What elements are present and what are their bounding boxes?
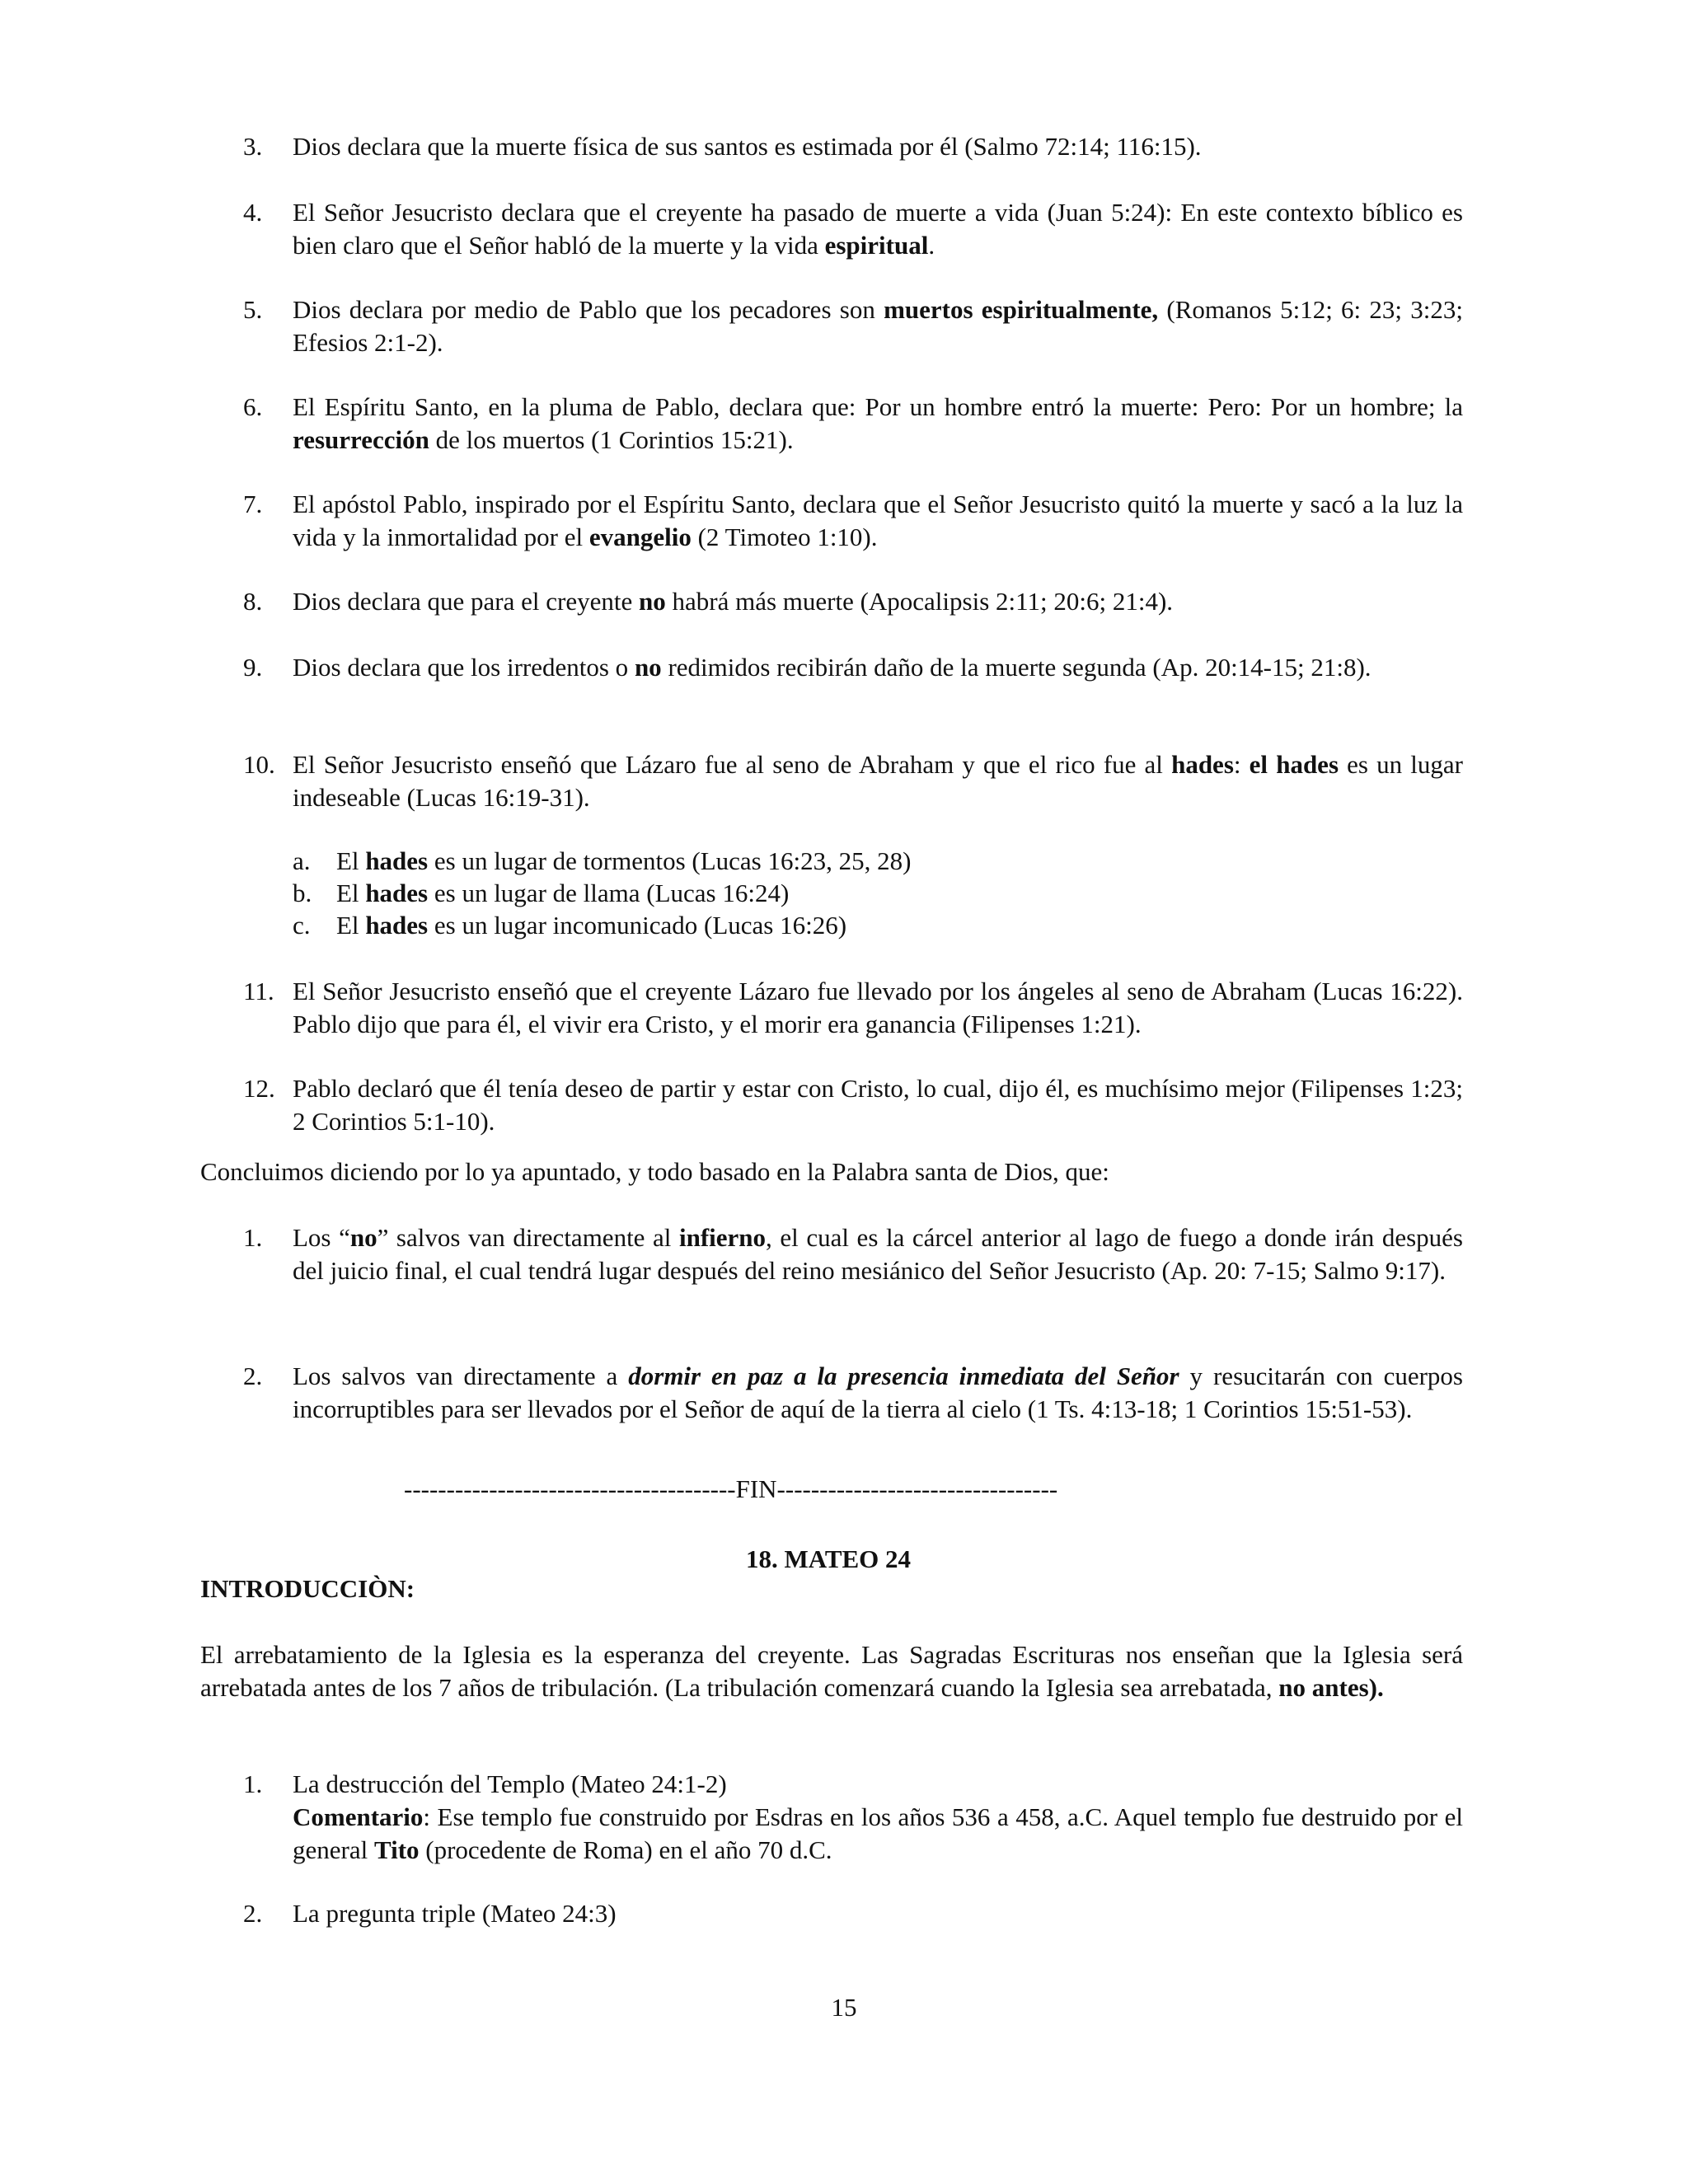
emphasis-text: el hades xyxy=(1249,750,1339,779)
emphasis-text: espiritual xyxy=(824,231,929,260)
list-number: a. xyxy=(293,846,311,875)
text-run: es un lugar de tormentos (Lucas 16:23, 25, 28) xyxy=(428,846,912,875)
list-item-text xyxy=(293,585,1463,618)
list-item-text xyxy=(293,488,1463,554)
text-run: El Señor Jesucristo declara que el creyente ha pasado de muerte a vida (Juan 5:24): En este contexto bíblico es bien claro que el Señor habló de la muerte y la vida xyxy=(293,198,1463,260)
text-run: (Romanos 5:12; 6: 23; 3:23; Efesios 2:1-2). xyxy=(293,295,1463,357)
text-run: El xyxy=(336,911,366,940)
text-run: . xyxy=(928,231,935,260)
list-item xyxy=(243,196,1463,262)
text-run: El arrebatamiento de la Iglesia es la esperanza del creyente. Las Sagradas Escrituras nos enseñan que la Iglesia será arrebatada antes de los 7 años de tribulación. (La tribulación comenzará cuando la Iglesia sea arrebatada, xyxy=(200,1640,1463,1702)
list-item-text xyxy=(293,1768,1463,1867)
text-run: es un lugar de llama (Lucas 16:24) xyxy=(428,879,790,907)
emphasis-text: muertos espiritualmente, xyxy=(884,295,1159,324)
text-run: El xyxy=(336,846,366,875)
emphasis-text: no xyxy=(638,587,666,616)
text-run: Dios declara que para el creyente xyxy=(293,587,639,616)
list-item-text xyxy=(293,1221,1463,1287)
list-number: 5. xyxy=(243,295,263,324)
emphasis-text: hades xyxy=(365,846,429,875)
list-number: 1. xyxy=(243,1769,263,1798)
list-item-text xyxy=(336,877,1463,910)
page-number: 15 xyxy=(831,1993,857,2022)
item-comment xyxy=(293,1801,1463,1867)
list-item xyxy=(243,293,1463,359)
list-item-text xyxy=(336,845,1463,878)
sublist-item xyxy=(293,909,1463,942)
list-number: 9. xyxy=(243,653,263,682)
list-item-text xyxy=(293,391,1463,457)
list-number: 11. xyxy=(243,977,274,1005)
intro-heading: INTRODUCCIÒN: xyxy=(200,1574,415,1603)
emphasis-text: hades xyxy=(365,911,429,940)
text-run: : xyxy=(1233,750,1250,779)
mateo-item xyxy=(243,1768,1463,1867)
list-number: 10. xyxy=(243,750,275,779)
conclusion-item xyxy=(243,1360,1463,1426)
emphasis-text: Comentario xyxy=(293,1802,424,1831)
conclusion-item xyxy=(243,1221,1463,1287)
emphasis-text: dormir en paz a la presencia inmediata del Señor xyxy=(628,1361,1179,1390)
list-item xyxy=(243,585,1463,618)
text-run: : Ese templo fue construido por Esdras en los años 536 a 458, a.C. Aquel templo fue destruido por el general xyxy=(293,1802,1463,1864)
emphasis-text: infierno xyxy=(678,1223,767,1252)
item-title: La pregunta triple (Mateo 24:3) xyxy=(293,1899,617,1928)
text-run: redimidos recibirán daño de la muerte segunda (Ap. 20:14-15; 21:8). xyxy=(661,653,1372,682)
text-run: El apóstol Pablo, inspirado por el Espíritu Santo, declara que el Señor Jesucristo quitó la muerte y sacó a la luz la vida y la inmortalidad por el xyxy=(293,490,1463,551)
list-item xyxy=(243,391,1463,457)
list-number: 6. xyxy=(243,392,263,421)
conclusion-intro: Concluimos diciendo por lo ya apuntado, y todo basado en la Palabra santa de Dios, que: xyxy=(200,1157,1109,1186)
list-number: 2. xyxy=(243,1361,263,1390)
text-run: El Espíritu Santo, en la pluma de Pablo, declara que: Por un hombre entró la muerte: Pero: Por un hombre; la xyxy=(293,392,1463,421)
text-run: de los muertos (1 Corintios 15:21). xyxy=(429,425,794,454)
list-item xyxy=(243,748,1463,814)
emphasis-text: resurrección xyxy=(293,425,429,454)
emphasis-text: no xyxy=(634,653,662,682)
text-run: El Señor Jesucristo enseñó que el creyente Lázaro fue llevado por los ángeles al seno de Abraham (Lucas 16:22). Pablo dijo que para él, el vivir era Cristo, y el morir era ganancia (Filipenses 1:21). xyxy=(293,977,1463,1038)
text-run: es un lugar indeseable (Lucas 16:19-31). xyxy=(293,750,1463,812)
text-run: (2 Timoteo 1:10). xyxy=(691,523,878,551)
list-item-text xyxy=(293,1360,1463,1426)
list-item xyxy=(243,488,1463,554)
text-run: Dios declara por medio de Pablo que los pecadores son xyxy=(293,295,884,324)
intro-paragraph xyxy=(200,1638,1463,1704)
list-item-text xyxy=(336,909,1463,942)
text-run: habrá más muerte (Apocalipsis 2:11; 20:6; 21:4). xyxy=(665,587,1174,616)
list-number: 7. xyxy=(243,490,263,518)
emphasis-text: no xyxy=(349,1223,377,1252)
list-item-text xyxy=(293,293,1463,359)
text-run: Pablo declaró que él tenía deseo de partir y estar con Cristo, lo cual, dijo él, es muchísimo mejor (Filipenses 1:23; 2 Corintios 5:1-10). xyxy=(293,1074,1463,1136)
text-run: Dios declara que la muerte física de sus santos es estimada por él (Salmo 72:14; 116:15). xyxy=(293,132,1202,161)
text-run: Dios declara que los irredentos o xyxy=(293,653,635,682)
list-item xyxy=(243,1072,1463,1138)
list-item-text xyxy=(293,1897,1463,1930)
list-item-text xyxy=(293,1072,1463,1138)
text-run: Los “ xyxy=(293,1223,350,1252)
text-run: , el cual es la cárcel anterior al lago de fuego a donde irán después del juicio final, el cual tendrá lugar después del reino mesiánico del Señor Jesucristo (Ap. 20: 7-15; Salmo 9:17). xyxy=(293,1223,1463,1285)
list-number: 12. xyxy=(243,1074,275,1103)
list-item xyxy=(243,130,1463,163)
list-item-text xyxy=(293,748,1463,814)
text-run: ” salvos van directamente al xyxy=(377,1223,679,1252)
emphasis-text: evangelio xyxy=(588,523,692,551)
list-item-text xyxy=(293,196,1463,262)
list-number: 2. xyxy=(243,1899,263,1928)
list-item xyxy=(243,975,1463,1041)
emphasis-text: hades xyxy=(365,879,429,907)
text-run: (procedente de Roma) en el año 70 d.C. xyxy=(419,1835,832,1864)
list-number: 1. xyxy=(243,1223,263,1252)
text-run: Los salvos van directamente a xyxy=(293,1361,629,1390)
item-title: La destrucción del Templo (Mateo 24:1-2) xyxy=(293,1769,727,1798)
text-run: El xyxy=(336,879,366,907)
fin-separator: ---------------------------------------FIN--------------------------------- xyxy=(404,1474,1058,1503)
mateo-item xyxy=(243,1897,1463,1930)
text-run: El Señor Jesucristo enseñó que Lázaro fue al seno de Abraham y que el rico fue al xyxy=(293,750,1172,779)
chapter-title: 18. MATEO 24 xyxy=(745,1544,912,1573)
list-number: 8. xyxy=(243,587,263,616)
emphasis-text: hades xyxy=(1171,750,1234,779)
list-number: 3. xyxy=(243,132,263,161)
sublist-item xyxy=(293,877,1463,910)
list-number: b. xyxy=(293,879,312,907)
list-number: 4. xyxy=(243,198,263,227)
list-item-text xyxy=(293,130,1463,163)
list-number: c. xyxy=(293,911,311,940)
list-item-text xyxy=(293,651,1463,684)
emphasis-text: no antes). xyxy=(1278,1673,1384,1702)
text-run: y resucitarán con cuerpos incorruptibles para ser llevados por el Señor de aquí de la tierra al cielo (1 Ts. 4:13-18; 1 Corintios 15:51-53). xyxy=(293,1361,1463,1423)
list-item-text xyxy=(293,975,1463,1041)
list-item xyxy=(243,651,1463,684)
emphasis-text: Tito xyxy=(373,1835,420,1864)
sublist-item xyxy=(293,845,1463,878)
text-run: es un lugar incomunicado (Lucas 16:26) xyxy=(428,911,847,940)
